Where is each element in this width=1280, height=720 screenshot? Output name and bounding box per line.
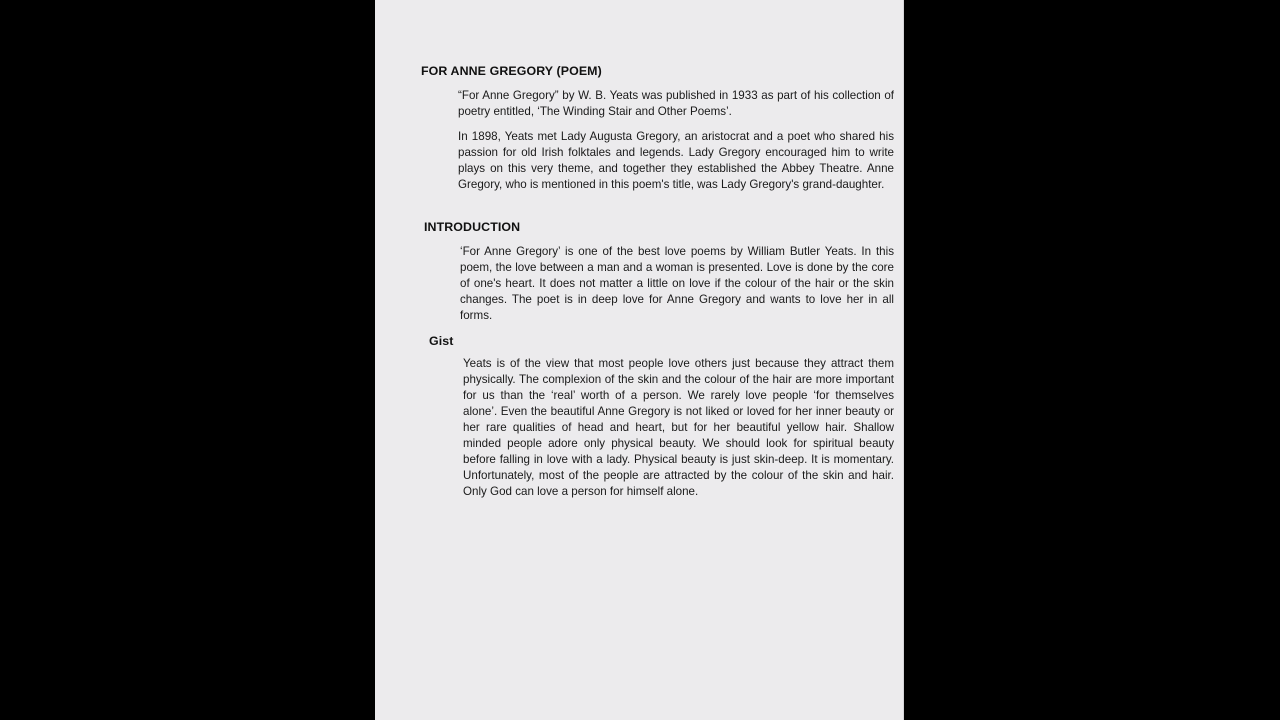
gist-paragraph: Yeats is of the view that most people love others just because they attract them physically. The complexion of the skin and the colour of the hair are more important for us than the ‘real’ worth of a person. We rarely love people ‘for themselves alone’. Even the beautiful Anne Gregory is not liked or loved for her inner beauty or her rare qualities of head and heart, but for her beautiful yellow hair. Shallow minded people adore only physical beauty. We should look for spiritual beauty before falling in love with a lady. Physical beauty is just skin-deep. It is momentary. Unfortunately, most of the people are attracted by the colour of the skin and hair. Only God can love a person for himself alone. xyxy=(463,357,894,498)
page-edge-shadow xyxy=(903,0,904,720)
introduction-paragraph: ‘For Anne Gregory’ is one of the best love poems by William Butler Yeats. In this poem, the love between a man and a woman is presented. Love is done by the core of one's heart. It does not matter a little on love if the colour of the hair or the skin changes. The poet is in deep love for Anne Gregory and wants to love her in all forms. xyxy=(460,245,894,322)
document-title: FOR ANNE GREGORY (POEM) xyxy=(421,64,602,78)
gist-heading: Gist xyxy=(429,334,454,348)
introduction-heading: INTRODUCTION xyxy=(424,220,521,234)
paragraph-background: In 1898, Yeats met Lady Augusta Gregory, an aristocrat and a poet who shared his passion for old Irish folktales and legends. Lady Gregory encouraged him to write plays on this very theme, and together they established the Abbey Theatre. Anne Gregory, who is mentioned in this poem's title, was Lady Gregory's grand-daughter. xyxy=(458,130,894,191)
paragraph-publication: “For Anne Gregory” by W. B. Yeats was published in 1933 as part of his collection of poetry entitled, ‘The Winding Stair and Other Poems’. xyxy=(458,89,894,118)
document-page xyxy=(375,0,904,720)
